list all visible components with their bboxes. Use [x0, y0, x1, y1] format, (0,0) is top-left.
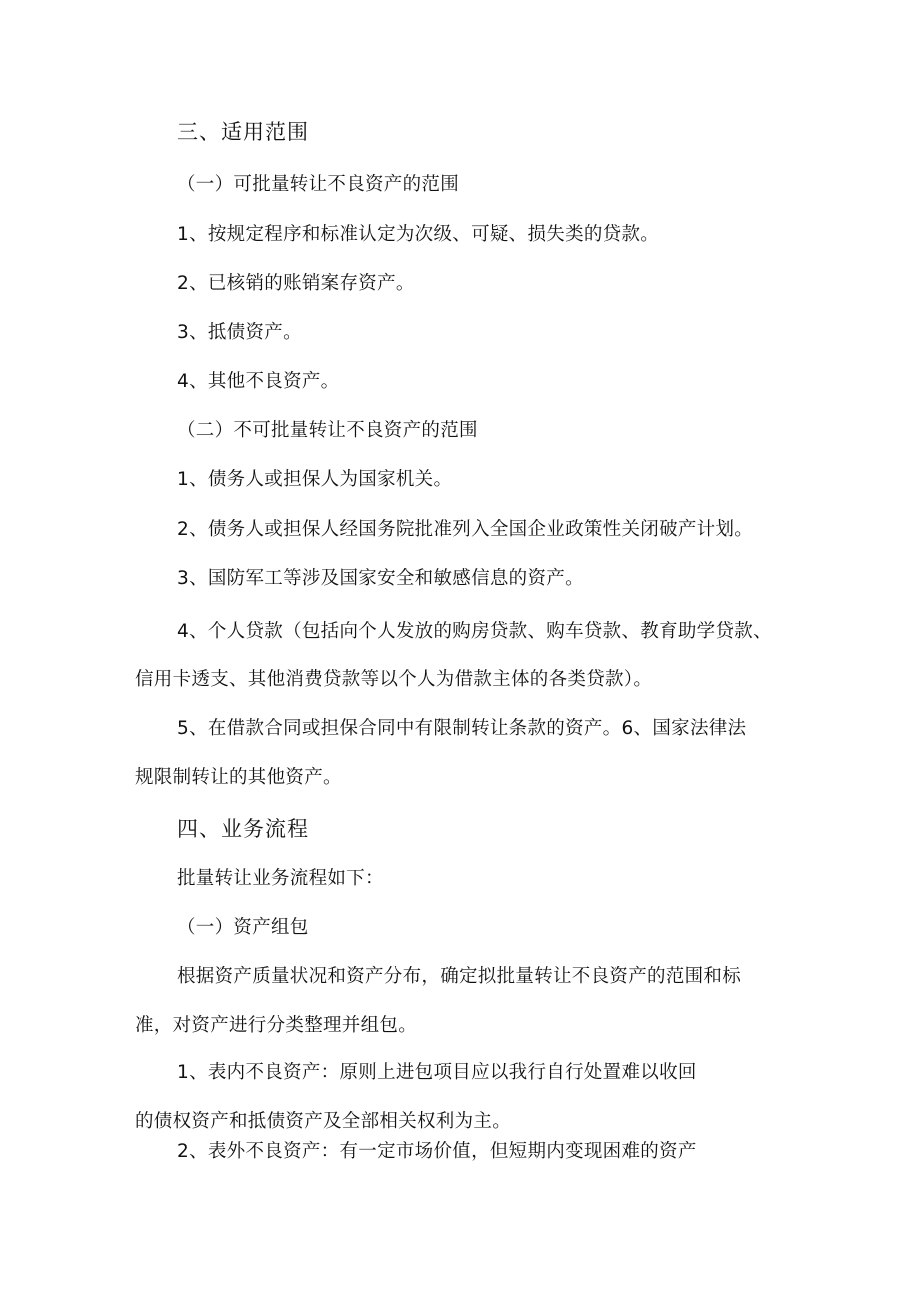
list-item: 2、已核销的账销案存资产。 [177, 273, 415, 294]
list-item-continuation: 规限制转让的其他资产。 [135, 767, 342, 788]
list-item: 3、国防军工等涉及国家安全和敏感信息的资产。 [177, 568, 584, 589]
list-item: 4、其他不良资产。 [177, 371, 340, 392]
subsection-3-2-title: （二）不可批量转让不良资产的范围 [177, 420, 478, 441]
section-4-intro: 批量转让业务流程如下： [177, 868, 384, 889]
list-item: 5、在借款合同或担保合同中有限制转让条款的资产。6、国家法律法 [177, 718, 747, 739]
list-item: 1、按规定程序和标准认定为次级、可疑、损失类的贷款。 [177, 224, 660, 245]
list-item: 2、表外不良资产：有一定市场价值，但短期内变现困难的资产 [177, 1141, 697, 1162]
subsection-3-1-title: （一）可批量转让不良资产的范围 [177, 174, 460, 195]
paragraph-line: 根据资产质量状况和资产分布，确定拟批量转让不良资产的范围和标 [177, 966, 742, 987]
list-item: 1、表内不良资产：原则上进包项目应以我行自行处置难以收回 [177, 1062, 697, 1083]
list-item-continuation: 信用卡透支、其他消费贷款等以个人为借款主体的各类贷款）。 [135, 669, 653, 690]
list-item: 2、债务人或担保人经国务院批准列入全国企业政策性关闭破产计划。 [177, 519, 754, 540]
section-3-heading: 三、适用范围 [177, 120, 309, 144]
list-item: 4、个人贷款（包括向个人发放的购房贷款、购车贷款、教育助学贷款、 [177, 621, 772, 642]
section-4-heading: 四、业务流程 [177, 817, 309, 841]
subsection-4-1-title: （一）资产组包 [177, 917, 309, 938]
list-item-continuation: 的债权资产和抵债资产及全部相关权利为主。 [135, 1111, 512, 1132]
list-item: 3、抵债资产。 [177, 322, 302, 343]
list-item: 1、债务人或担保人为国家机关。 [177, 469, 453, 490]
paragraph-line: 准，对资产进行分类整理并组包。 [135, 1015, 418, 1036]
